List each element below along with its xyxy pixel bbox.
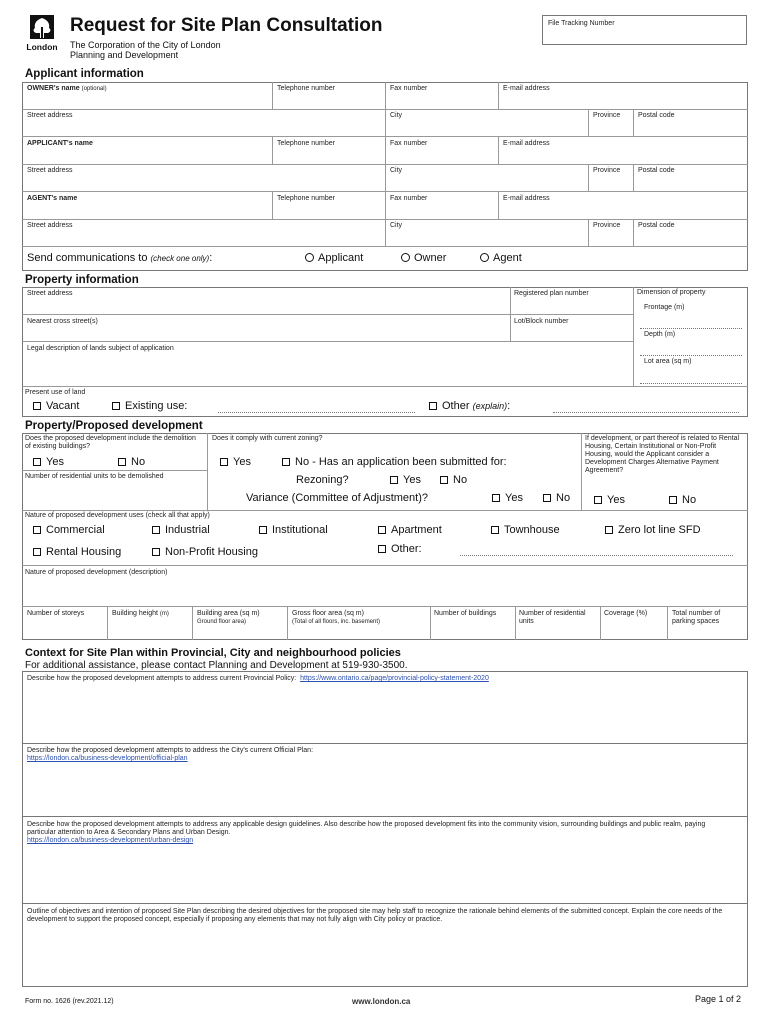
height-unit: (m) (159, 611, 169, 617)
checkbox-zero-lot[interactable] (605, 524, 701, 536)
row-divider (22, 341, 634, 342)
owner-city-field[interactable]: City (390, 112, 403, 119)
col-divider (107, 606, 108, 640)
design-guidelines-question: Describe how the proposed development attempts to address any applicable design guidelines. Also describe how the proposed development fits into the community vision, surrounding buildings and public realm, paying particular attention to Area & Secondary Plans and Urban Design. (27, 821, 706, 836)
objectives-question: Outline of objectives and intention of proposed Site Plan describing the desired objectives for the proposed site may help staff to recognize the rationale behind elements of the submitted concept. Explain the core needs of the development to support the proposed concept, especially if proposing any elements that may not fully align with City policy or practice. (27, 908, 723, 923)
checkbox-dcap-yes[interactable] (594, 494, 625, 506)
radio-circle-icon (401, 253, 410, 262)
checkbox-other-use[interactable] (429, 400, 510, 412)
org-line1: The Corporation of the City of London (70, 40, 221, 50)
logo-text: London (26, 42, 58, 52)
row-divider (22, 314, 634, 315)
row-divider (22, 510, 748, 511)
checkbox-icon (33, 526, 41, 534)
storeys-field[interactable]: Number of storeys (27, 610, 85, 617)
vacant-label: Vacant (46, 400, 80, 412)
no-zoning-label: No - Has an application been submitted for: (295, 456, 507, 468)
checkbox-icon (152, 526, 160, 534)
checkbox-vacant[interactable] (33, 400, 79, 412)
ground-floor-note: Ground floor area) (197, 619, 247, 625)
checkbox-icon (429, 402, 437, 410)
col-divider (600, 606, 601, 640)
design-guidelines-field[interactable] (22, 816, 748, 904)
applicant-street-field[interactable]: Street address (27, 167, 73, 174)
checkbox-rezoning-yes[interactable] (390, 474, 421, 486)
col-divider (272, 82, 273, 109)
agent-fax-field[interactable]: Fax number (390, 195, 428, 202)
official-plan-link[interactable]: https://london.ca/business-development/official-plan (27, 755, 188, 762)
other-dev-label: Other: (391, 543, 422, 555)
col-divider (385, 82, 386, 109)
checkbox-townhouse[interactable] (491, 524, 560, 536)
checkbox-icon (282, 458, 290, 466)
checkbox-rental[interactable] (33, 546, 121, 558)
col-divider (667, 606, 668, 640)
nonprofit-label: Non-Profit Housing (165, 546, 258, 558)
agent-email-field[interactable]: E-mail address (503, 195, 550, 202)
urban-design-link[interactable]: https://london.ca/business-development/urban-design (27, 837, 194, 844)
applicant-section-title: Applicant information (25, 68, 144, 80)
checkbox-demolition-yes[interactable] (33, 456, 64, 468)
form-number: Form no. 1626 (rev.2021.12) (25, 998, 114, 1005)
file-tracking-field[interactable] (542, 15, 747, 45)
checkbox-zoning-no[interactable] (282, 456, 507, 468)
existing-use-label: Existing use: (125, 400, 188, 412)
radio-agent[interactable] (480, 252, 522, 264)
yes-label: Yes (505, 492, 523, 504)
parking-spaces-field[interactable]: Total number of parking spaces (672, 610, 721, 625)
proposed-section-title: Property/Proposed development (25, 420, 203, 432)
zero-lot-label: Zero lot line SFD (618, 524, 701, 536)
frontage-line (640, 328, 742, 329)
applicant-fax-field[interactable]: Fax number (390, 140, 428, 147)
send-comm-text: Send communications to (27, 252, 148, 264)
checkbox-icon (112, 402, 120, 410)
checkbox-icon (33, 402, 41, 410)
radio-applicant-label: Applicant (318, 252, 364, 264)
property-street-field[interactable]: Street address (27, 290, 73, 297)
lot-area-line (640, 383, 742, 384)
applicant-city-field[interactable]: City (390, 167, 403, 174)
other-use-label: Other (442, 400, 470, 412)
checkbox-icon (594, 496, 602, 504)
applicant-postal-field[interactable]: Postal code (638, 167, 675, 174)
checkbox-industrial[interactable] (152, 524, 210, 536)
file-tracking-label: File Tracking Number (548, 20, 615, 27)
checkbox-dcap-no[interactable] (669, 494, 696, 506)
commercial-label: Commercial (46, 524, 105, 536)
radio-circle-icon (480, 253, 489, 262)
checkbox-existing-use[interactable] (112, 400, 187, 412)
col-divider (385, 164, 386, 191)
col-divider (633, 287, 634, 386)
yes-label: Yes (46, 456, 64, 468)
checkbox-icon (669, 496, 677, 504)
agent-city-field[interactable]: City (390, 222, 403, 229)
variance-label: Variance (Committee of Adjustment)? (246, 492, 428, 504)
agent-telephone-field[interactable]: Telephone number (277, 195, 335, 202)
col-divider (272, 136, 273, 164)
col-divider (588, 109, 589, 136)
no-label: No (682, 494, 697, 506)
q1-text: Describe how the proposed development attempts to address current Provincial Policy: (27, 675, 297, 682)
site-plan-objectives-field[interactable] (22, 903, 748, 987)
radio-owner-label: Owner (414, 252, 447, 264)
website: www.london.ca (352, 997, 411, 1006)
demolished-units-field[interactable]: Number of residential units to be demolished (25, 473, 164, 480)
checkbox-icon (152, 548, 160, 556)
owner-name-label: OWNER's name (27, 85, 80, 92)
lot-area-field[interactable]: Lot area (sq m) (644, 358, 692, 365)
radio-agent-label: Agent (493, 252, 522, 264)
frontage-field[interactable]: Frontage (m) (644, 304, 685, 311)
col-divider (192, 606, 193, 640)
col-divider (498, 82, 499, 109)
building-height-field[interactable] (112, 610, 169, 618)
provincial-policy-field[interactable] (22, 671, 748, 744)
official-plan-field[interactable] (22, 743, 748, 817)
checkbox-zoning-yes[interactable] (220, 456, 251, 468)
owner-optional-note: (optional) (81, 86, 107, 92)
provincial-policy-link[interactable]: https://www.ontario.ca/page/provincial-policy-statement-2020 (300, 675, 489, 682)
page-title: Request for Site Plan Consultation (70, 15, 383, 36)
radio-circle-icon (305, 253, 314, 262)
owner-telephone-field[interactable]: Telephone number (277, 85, 335, 92)
owner-province-field[interactable]: Province (593, 112, 621, 119)
dcap-question: If development, or part thereof is related to Rental Housing, Certain Institutional or Non-Profit Housing, would the Applicant consider a Development Charges Alternative Payment Agreement? (585, 435, 740, 474)
provincial-policy-question (27, 675, 489, 683)
col-divider (385, 191, 386, 219)
col-divider (272, 191, 273, 219)
send-comm-colon: : (209, 252, 213, 264)
col-divider (510, 287, 511, 341)
checkbox-other-development[interactable] (378, 543, 422, 555)
no-label: No (453, 474, 468, 486)
tree-logo-icon (22, 15, 62, 45)
coverage-field[interactable]: Coverage (%) (604, 610, 648, 617)
number-of-buildings-field[interactable]: Number of buildings (434, 610, 497, 617)
applicant-province-field[interactable]: Province (593, 167, 621, 174)
existing-use-line (218, 412, 415, 413)
no-label: No (131, 456, 146, 468)
building-area-field[interactable]: Building area (sq m) (197, 610, 260, 617)
demolition-question: Does the proposed development include the demolition of existing buildings? (25, 435, 196, 450)
checkbox-icon (440, 476, 448, 484)
yes-label: Yes (607, 494, 625, 506)
registered-plan-field[interactable]: Registered plan number (514, 290, 589, 297)
owner-postal-field[interactable]: Postal code (638, 112, 675, 119)
row-divider (22, 386, 748, 387)
checkbox-icon (378, 526, 386, 534)
agent-province-field[interactable]: Province (593, 222, 621, 229)
residential-units-field[interactable]: Number of residential units (519, 610, 586, 625)
townhouse-label: Townhouse (504, 524, 560, 536)
assistance-note: For additional assistance, please contact Planning and Development at 519-930-3500. (25, 660, 408, 671)
uses-label: Nature of proposed development uses (check all that apply) (25, 512, 210, 519)
owner-name-field[interactable] (27, 85, 107, 93)
rezoning-label: Rezoning? (296, 474, 349, 486)
send-communications-label (27, 252, 212, 264)
agent-postal-field[interactable]: Postal code (638, 222, 675, 229)
yes-label: Yes (233, 456, 251, 468)
official-plan-question: Describe how the proposed development attempts to address the City's current Official Plan: (27, 747, 314, 754)
checkbox-icon (378, 545, 386, 553)
applicant-name-field[interactable]: APPLICANT's name (27, 140, 93, 147)
col-divider (287, 606, 288, 640)
checkbox-institutional[interactable] (259, 524, 328, 536)
applicant-telephone-field[interactable]: Telephone number (277, 140, 335, 147)
checkbox-variance-yes[interactable] (492, 492, 523, 504)
checkbox-icon (605, 526, 613, 534)
other-dev-line (460, 555, 733, 556)
checkbox-icon (492, 494, 500, 502)
col-divider (588, 219, 589, 246)
checkbox-nonprofit[interactable] (152, 546, 258, 558)
page-number: Page 1 of 2 (695, 994, 742, 1004)
owner-fax-field[interactable]: Fax number (390, 85, 428, 92)
zoning-question: Does it comply with current zoning? (212, 435, 323, 442)
institutional-label: Institutional (272, 524, 328, 536)
col-divider (633, 164, 634, 191)
radio-applicant[interactable] (305, 252, 363, 264)
rental-label: Rental Housing (46, 546, 122, 558)
owner-email-field[interactable]: E-mail address (503, 85, 550, 92)
col-divider (430, 606, 431, 640)
col-divider (385, 109, 386, 136)
checkbox-rezoning-no[interactable] (440, 474, 467, 486)
col-divider (207, 433, 208, 510)
explain-note: (explain) (472, 401, 508, 411)
row-divider (22, 565, 748, 566)
checkbox-icon (491, 526, 499, 534)
other-use-line (553, 412, 739, 413)
owner-street-field[interactable]: Street address (27, 112, 73, 119)
checkbox-demolition-no[interactable] (118, 456, 145, 468)
nature-description-field[interactable]: Nature of proposed development (description) (25, 569, 168, 576)
other-use-colon: : (507, 400, 511, 412)
col-divider (385, 219, 386, 246)
radio-owner[interactable] (401, 252, 446, 264)
col-divider (588, 164, 589, 191)
industrial-label: Industrial (165, 524, 210, 536)
checkbox-icon (390, 476, 398, 484)
col-divider (633, 219, 634, 246)
col-divider (385, 136, 386, 164)
col-divider (515, 606, 516, 640)
check-one-note: (check one only) (150, 254, 210, 263)
no-label: No (556, 492, 571, 504)
checkbox-commercial[interactable] (33, 524, 105, 536)
dimension-label: Dimension of property (637, 289, 706, 296)
checkbox-icon (118, 458, 126, 466)
agent-name-field[interactable]: AGENT's name (27, 195, 78, 202)
checkbox-apartment[interactable] (378, 524, 442, 536)
col-divider (498, 191, 499, 219)
present-use-label: Present use of land (25, 389, 86, 396)
checkbox-variance-no[interactable] (543, 492, 570, 504)
legal-description-field[interactable]: Legal description of lands subject of application (27, 345, 174, 352)
applicant-email-field[interactable]: E-mail address (503, 140, 550, 147)
nearest-street-field[interactable]: Nearest cross street(s) (27, 318, 98, 325)
org-line2: Planning and Development (70, 50, 179, 60)
city-logo (22, 15, 62, 55)
row-divider (22, 470, 208, 471)
col-divider (498, 136, 499, 164)
property-section-title: Property information (25, 274, 139, 286)
checkbox-icon (220, 458, 228, 466)
col-divider (581, 433, 582, 510)
building-height-label: Building height (112, 610, 158, 617)
agent-street-field[interactable]: Street address (27, 222, 73, 229)
checkbox-icon (543, 494, 551, 502)
depth-field[interactable]: Depth (m) (644, 331, 676, 338)
lot-block-field[interactable]: Lot/Block number (514, 318, 569, 325)
gross-floor-area-field[interactable]: Gross floor area (sq m) (292, 610, 364, 617)
row-divider (22, 606, 748, 607)
apartment-label: Apartment (391, 524, 442, 536)
context-section-title: Context for Site Plan within Provincial, City and neighbourhood policies (25, 647, 401, 659)
checkbox-icon (259, 526, 267, 534)
checkbox-icon (33, 548, 41, 556)
gfa-note: (Total of all floors, inc. basement) (292, 619, 381, 625)
checkbox-icon (33, 458, 41, 466)
row-divider (22, 246, 748, 247)
depth-line (640, 355, 742, 356)
col-divider (633, 109, 634, 136)
yes-label: Yes (403, 474, 421, 486)
